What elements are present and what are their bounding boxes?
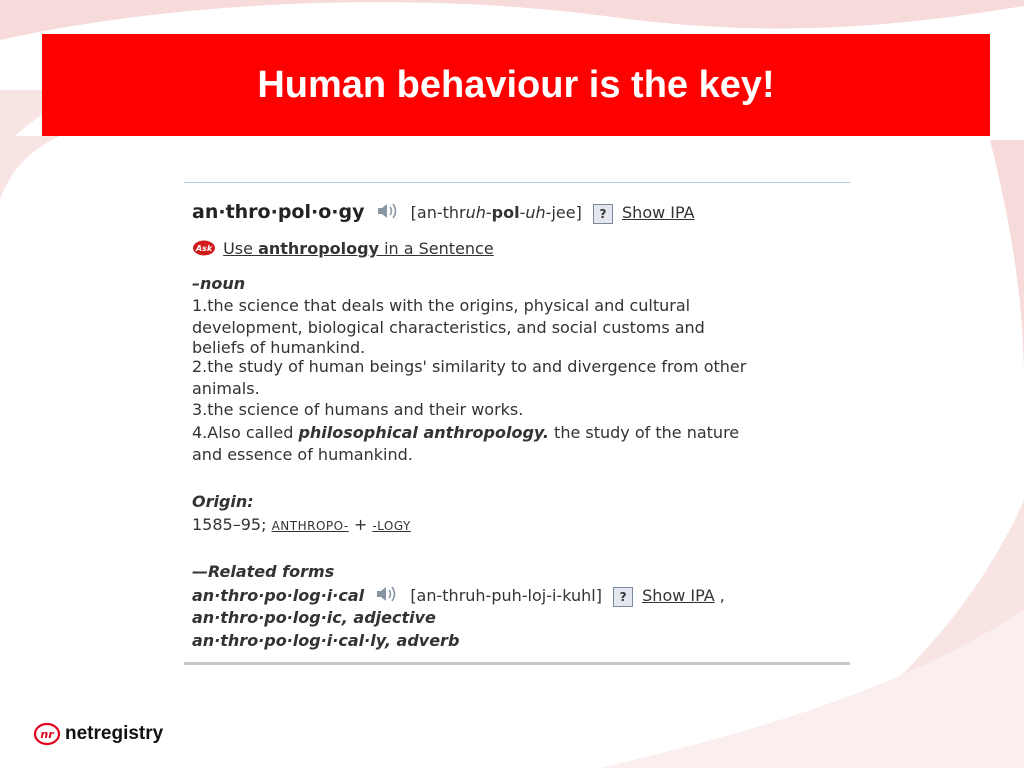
definition-1-line-2: development, biological characteristics, and social customs and: [192, 318, 705, 337]
logo-text: netregistry: [65, 723, 164, 744]
related-form-2: an·thro·po·log·ic, adjective: [192, 608, 436, 627]
netregistry-logo: [33, 722, 163, 746]
origin-link-logy[interactable]: -LOGY: [372, 519, 411, 533]
definition-3: 3.the science of humans and their works.: [192, 400, 524, 419]
pronunciation: [an-thruh-pol-uh-jee]: [410, 203, 582, 222]
related-forms-label: —Related forms: [192, 562, 335, 581]
ipa-help-button[interactable]: ?: [613, 587, 633, 607]
definition-4-line-2: and essence of humankind.: [192, 445, 413, 464]
related-term: philosophical anthropology.: [298, 423, 549, 442]
dictionary-entry-panel: [184, 182, 850, 665]
ask-logo-icon: [192, 240, 216, 256]
use-in-sentence-link[interactable]: Use anthropology in a Sentence: [223, 239, 494, 258]
definition-2-line-2: animals.: [192, 379, 260, 398]
ipa-help-button[interactable]: ?: [593, 204, 613, 224]
definition-1-line-3: beliefs of humankind.: [192, 338, 366, 357]
origin-link-anthropo[interactable]: ANTHROPO-: [271, 519, 349, 533]
headword: an·thro·pol·o·gy: [192, 201, 365, 223]
netregistry-mark-icon: [33, 722, 63, 746]
related-form-3: an·thro·po·log·i·cal·ly, adverb: [192, 631, 460, 650]
show-ipa-link[interactable]: Show IPA: [642, 586, 715, 605]
svg-text:nr: nr: [40, 728, 54, 741]
definition-4-line-1: 4.Also called philosophical anthropology. the study of the nature: [192, 423, 740, 442]
related-pronunciation: [an-thruh-puh-loj-i-kuhl]: [410, 586, 602, 605]
speaker-icon[interactable]: [376, 201, 400, 221]
part-of-speech: –noun: [192, 274, 246, 293]
sentence-row: [192, 239, 494, 258]
definition-1-line-1: 1.the science that deals with the origins, physical and cultural: [192, 296, 691, 315]
speaker-icon[interactable]: [375, 584, 399, 604]
related-form-1: an·thro·po·log·i·cal [an-thruh-puh-loj-i-kuhl] ? Show IPA ,: [192, 586, 725, 605]
slide-title: Human behaviour is the key!: [257, 63, 775, 106]
origin-row: 1585–95; ANTHROPO- + -LOGY: [192, 515, 411, 534]
origin-label: Origin:: [192, 492, 254, 511]
svg-text:Ask: Ask: [195, 244, 213, 253]
headword-row: [192, 201, 695, 224]
title-banner: [42, 34, 990, 136]
show-ipa-link[interactable]: Show IPA: [622, 203, 695, 222]
definition-2-line-1: 2.the study of human beings' similarity to and divergence from other: [192, 357, 747, 376]
